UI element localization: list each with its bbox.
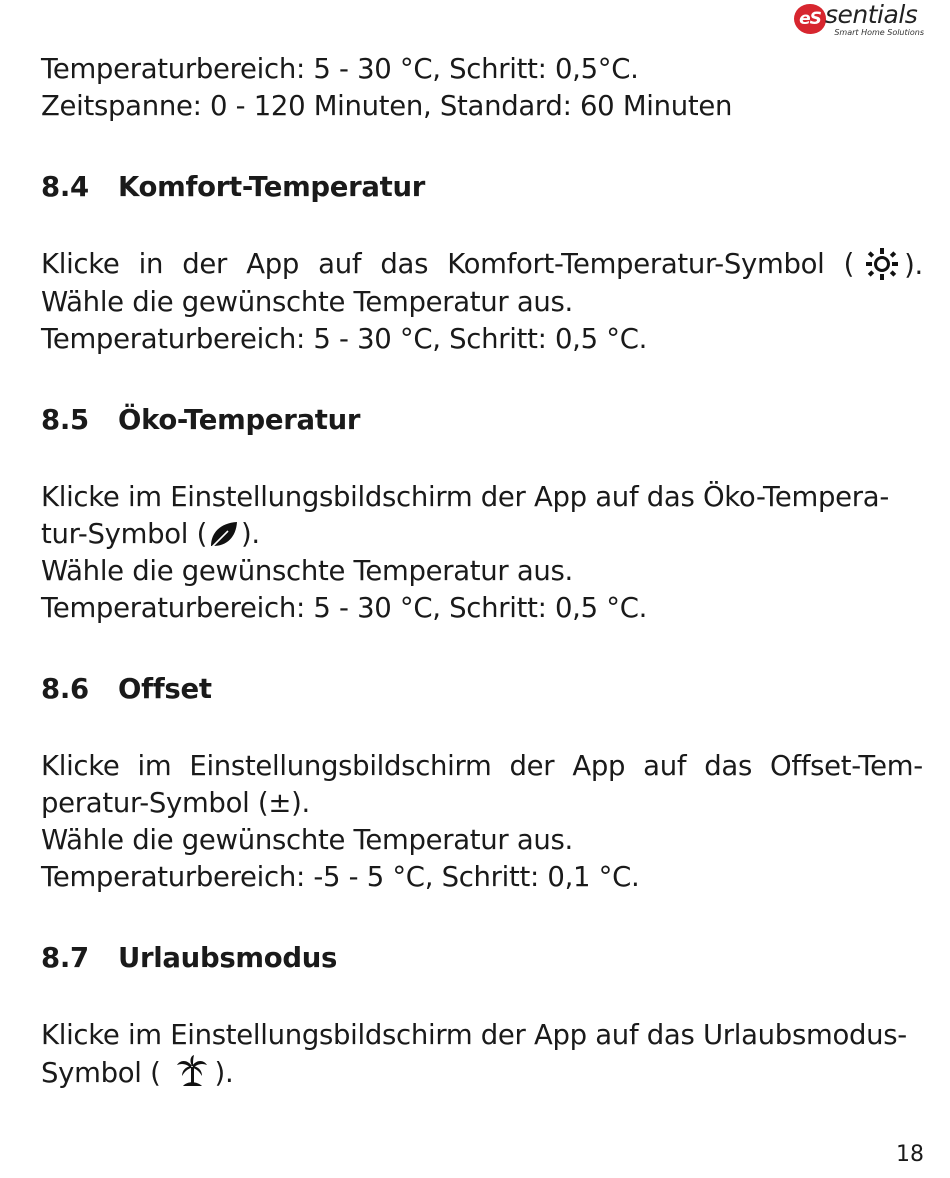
page-content <box>41 51 923 1092</box>
section-paragraph-line: Wähle die gewünschte Temperatur aus. <box>41 555 573 587</box>
brand-logo <box>794 2 924 38</box>
section-paragraph-line: Klicke in der App auf das Komfort-Temperatur-Symbol ( ). <box>41 246 923 284</box>
logo-tagline: Smart Home Solutions <box>834 28 924 37</box>
section-paragraph-line <box>41 516 923 553</box>
section-number: 8.4 <box>41 171 89 203</box>
sun-icon <box>864 246 900 282</box>
urlaub-text-after-icon: ). <box>214 1057 234 1089</box>
word: Klicke <box>41 248 120 280</box>
section-paragraph-line: Temperaturbereich: -5 - 5 °C, Schritt: 0,1 °C. <box>41 861 640 893</box>
section-title: Komfort-Temperatur <box>118 171 426 203</box>
oeko-text-after-icon: ). <box>241 518 260 550</box>
urlaub-text-before-icon: Symbol ( <box>41 1057 161 1089</box>
section-paragraph-line: peratur-Symbol (±). <box>41 787 310 819</box>
page-number: 18 <box>896 1142 924 1167</box>
komfort-text-after-icon: ). <box>904 249 923 281</box>
section-title: Offset <box>118 673 212 705</box>
intro-line-1: Temperaturbereich: 5 - 30 °C, Schritt: 0,5°C. <box>41 53 639 85</box>
section-heading-komfort <box>41 169 923 206</box>
section-paragraph-line: Klicke im Einstellungsbildschirm der App auf das Öko-Tempera- <box>41 481 889 513</box>
section-title: Öko-Temperatur <box>118 404 361 436</box>
logo-wordmark: sentials <box>825 0 918 29</box>
section-heading-offset <box>41 671 923 708</box>
section-paragraph-line: Temperaturbereich: 5 - 30 °C, Schritt: 0,5 °C. <box>41 592 648 624</box>
section-heading-oeko <box>41 402 923 439</box>
section-paragraph-line <box>41 1054 923 1092</box>
intro-line-2: Zeitspanne: 0 - 120 Minuten, Standard: 60 Minuten <box>41 90 733 122</box>
section-number: 8.7 <box>41 942 89 974</box>
section-number: 8.6 <box>41 673 89 705</box>
section-paragraph-line: Klicke im Einstellungsbildschirm der App auf das Urlaubsmodus- <box>41 1019 907 1051</box>
section-paragraph-line: Wähle die gewünschte Temperatur aus. <box>41 824 573 856</box>
section-paragraph-line: Wähle die gewünschte Temperatur aus. <box>41 286 573 318</box>
palm-tree-icon <box>175 1054 209 1088</box>
section-paragraph-line: Klicke im Einstellungsbildschirm der App auf das Offset-Tem- <box>41 750 923 782</box>
section-title: Urlaubsmodus <box>118 942 338 974</box>
logo-mark: eS <box>794 4 826 34</box>
oeko-text-before-icon: tur-Symbol ( <box>41 518 207 550</box>
section-heading-urlaub <box>41 940 923 977</box>
section-paragraph-line: Temperaturbereich: 5 - 30 °C, Schritt: 0,5 °C. <box>41 323 648 355</box>
section-number: 8.5 <box>41 404 89 436</box>
leaf-icon <box>208 519 240 549</box>
